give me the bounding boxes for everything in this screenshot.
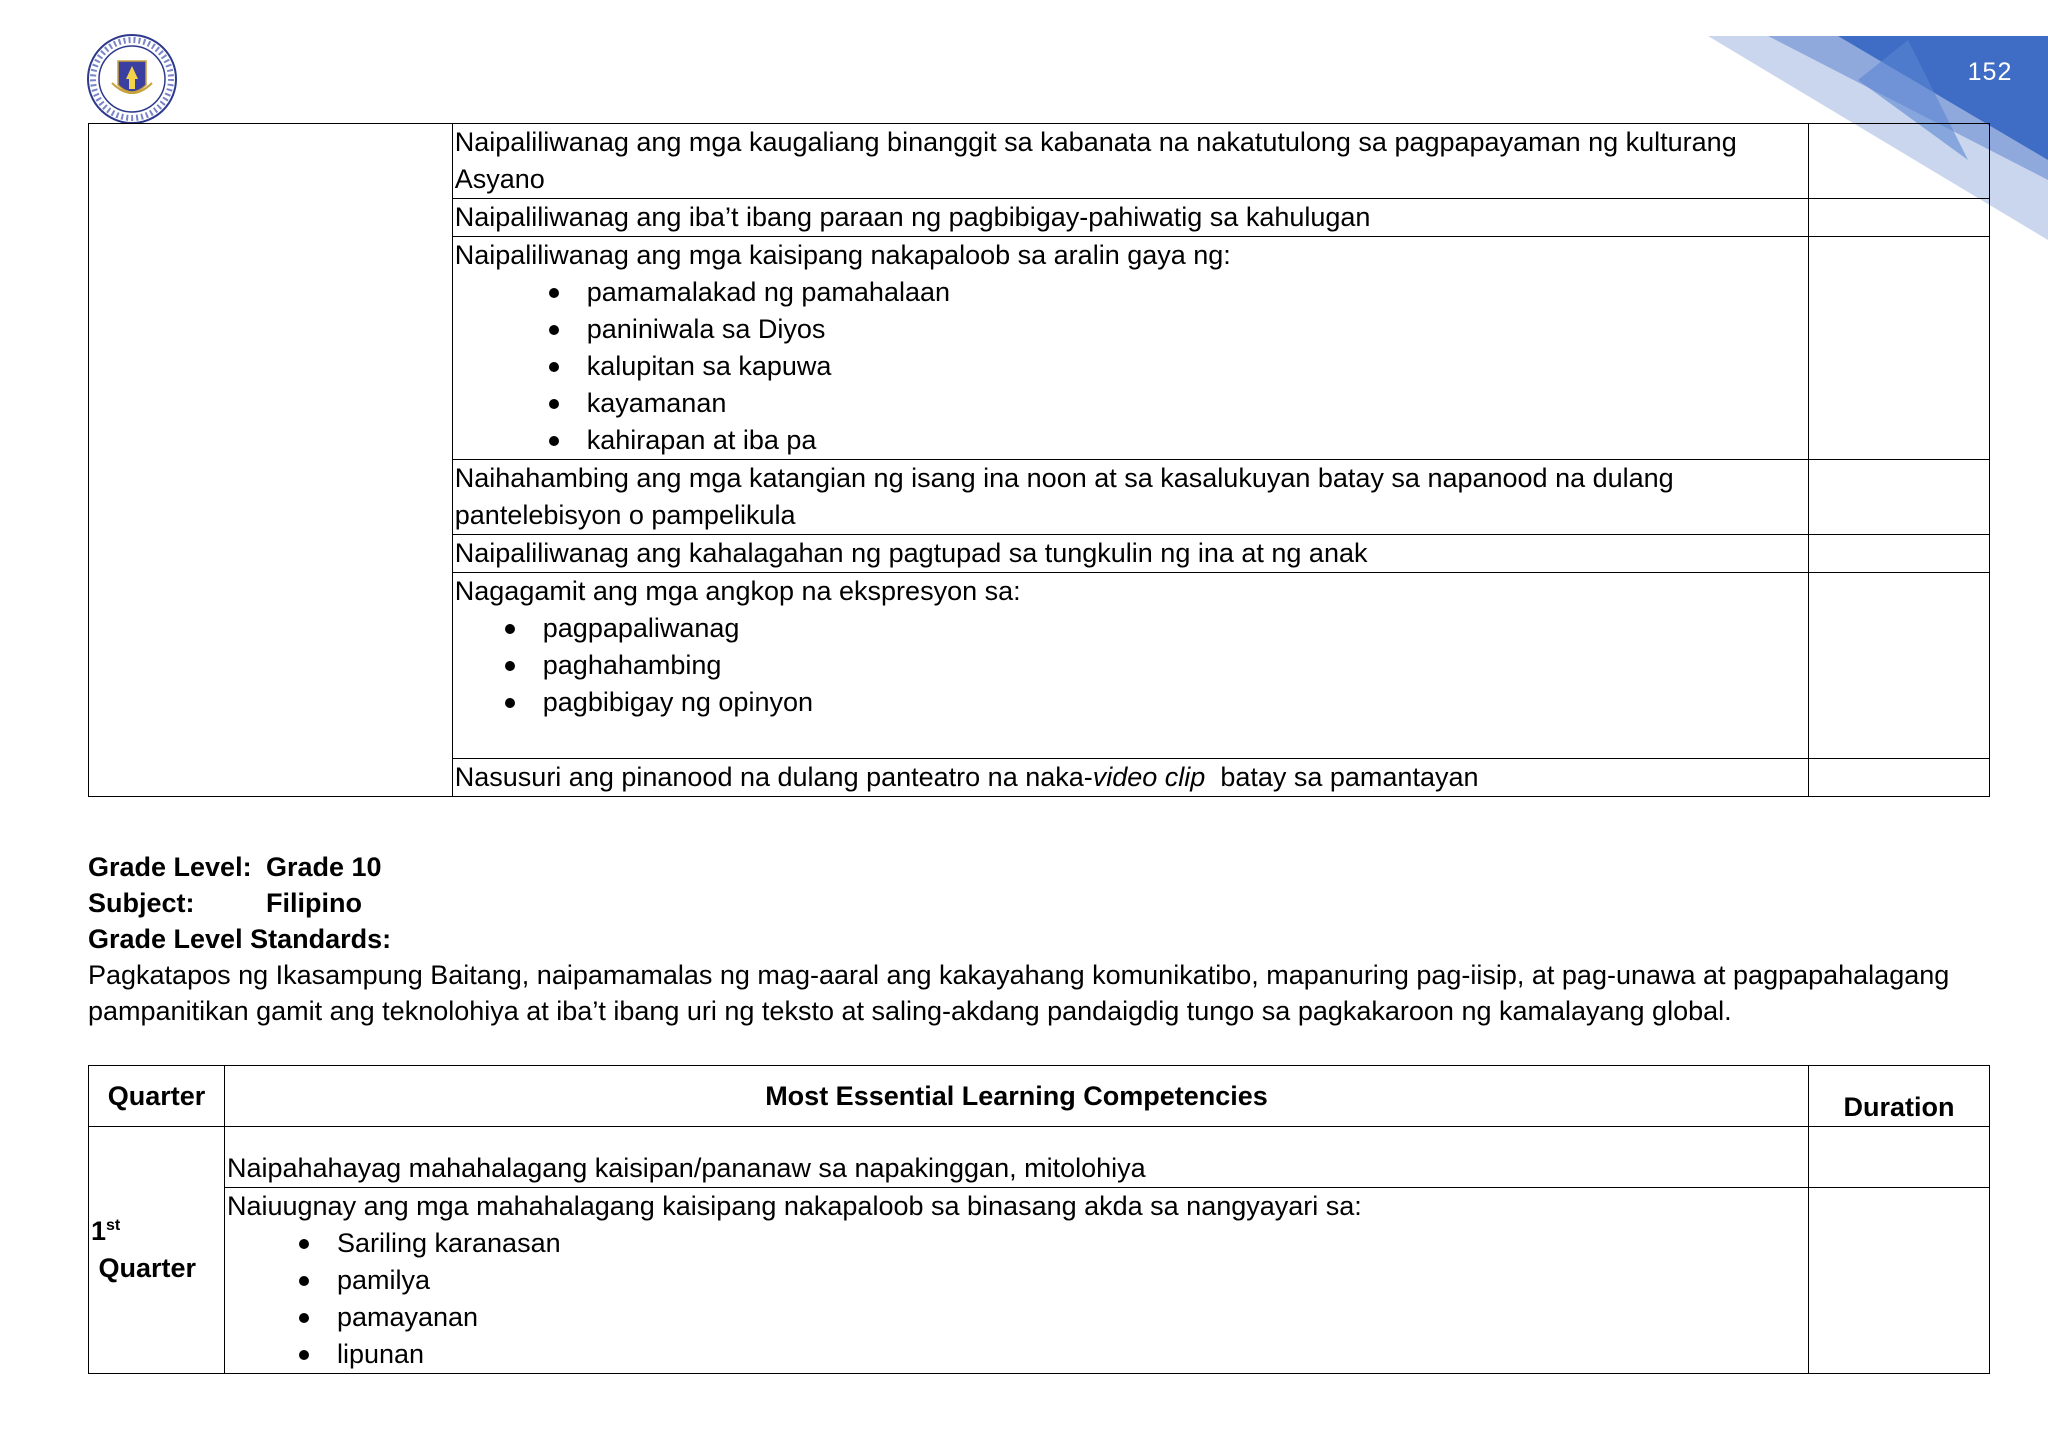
grade-level-value: Grade 10 (266, 852, 382, 882)
page-number: 152 (1967, 58, 2013, 86)
competency-cell: Naipaliliwanag ang kahalagahan ng pagtupad sa tungkulin ng ina at ng anak (452, 535, 1808, 573)
list-item: pamamalakad ng pamahalaan (587, 274, 1806, 311)
duration-cell (1809, 535, 1990, 573)
bullet-list (587, 274, 1806, 459)
table-row (89, 1188, 1990, 1374)
duration-cell (1809, 759, 1990, 797)
list-item: kalupitan sa kapuwa (587, 348, 1806, 385)
quarter-word: Quarter (91, 1253, 197, 1283)
duration-cell (1809, 573, 1990, 759)
bullet-list (337, 1225, 1806, 1373)
competency-text: batay sa pamantayan (1205, 762, 1479, 792)
list-item: pagpapaliwanag (543, 610, 1806, 647)
list-item: pamilya (337, 1262, 1806, 1299)
competency-intro: Nagagamit ang mga angkop na ekspresyon sa: (454, 576, 1021, 606)
competency-cell: Naipaliliwanag ang mga kaugaliang binanggit sa kabanata na nakatutulong sa pagpapayaman ng kulturang Asyano (452, 124, 1808, 199)
competency-intro: Naipaliliwanag ang mga kaisipang nakapaloob sa aralin gaya ng: (454, 240, 1231, 270)
header-duration: Duration (1809, 1066, 1990, 1127)
list-item: paghahambing (543, 647, 1806, 684)
quarter-cell-empty (89, 124, 453, 797)
list-item: Sariling karanasan (337, 1225, 1806, 1262)
deped-seal-logo (86, 33, 178, 125)
competency-table-continued (88, 123, 1990, 797)
competency-text: Nasusuri ang pinanood na dulang panteatro na naka- (454, 762, 1093, 792)
grade-info (88, 849, 1990, 1029)
duration-cell (1809, 1127, 1990, 1188)
grade-level-label: Grade Level: (88, 852, 252, 882)
list-item: kayamanan (587, 385, 1806, 422)
bullet-list (543, 610, 1806, 721)
competency-cell: Naipaliliwanag ang iba’t ibang paraan ng pagbibigay-pahiwatig sa kahulugan (452, 199, 1808, 237)
competency-cell (452, 759, 1808, 797)
subject-value: Filipino (266, 888, 362, 918)
list-item: paniniwala sa Diyos (587, 311, 1806, 348)
list-item: lipunan (337, 1336, 1806, 1373)
competency-table (88, 1065, 1990, 1374)
competency-intro: Naiuugnay ang mga mahahalagang kaisipang nakapaloob sa binasang akda sa nangyayari sa: (226, 1191, 1362, 1221)
quarter-suffix: st (106, 1217, 121, 1234)
table-row (89, 124, 1990, 199)
competency-cell: Naihahambing ang mga katangian ng isang ina noon at sa kasalukuyan batay sa napanood na dulang pantelebisyon o pampelikula (452, 460, 1808, 535)
quarter-number: 1 (91, 1216, 107, 1246)
duration-cell (1809, 199, 1990, 237)
competency-cell (224, 1188, 1808, 1374)
quarter-cell (89, 1127, 225, 1374)
header-competencies: Most Essential Learning Competencies (224, 1066, 1808, 1127)
standards-label: Grade Level Standards: (88, 924, 392, 954)
standards-text: Pagkatapos ng Ikasampung Baitang, naipamamalas ng mag-aaral ang kakayahang komunikatibo, mapanuring pag-iisip, at pag-unawa at pagpapahalagang pampanitikan gamit ang teknolohiya at iba’t ibang uri ng teksto at saling-akdang pandaigdig tungo sa pagkakaroon ng kamalayang global. (88, 960, 1950, 1026)
duration-cell (1809, 237, 1990, 460)
duration-cell (1809, 124, 1990, 199)
competency-cell (452, 573, 1808, 759)
subject-label: Subject: (88, 888, 195, 918)
duration-cell (1809, 460, 1990, 535)
header-quarter: Quarter (89, 1066, 225, 1127)
list-item: pagbibigay ng opinyon (543, 684, 1806, 721)
competency-cell: Naipahahayag mahahalagang kaisipan/pananaw sa napakinggan, mitolohiya (224, 1127, 1808, 1188)
list-item: pamayanan (337, 1299, 1806, 1336)
table-row (89, 1127, 1990, 1188)
competency-text-italic: video clip (1092, 762, 1206, 792)
competency-cell (452, 237, 1808, 460)
duration-cell (1809, 1188, 1990, 1374)
list-item: kahirapan at iba pa (587, 422, 1806, 459)
table-header-row (89, 1066, 1990, 1127)
